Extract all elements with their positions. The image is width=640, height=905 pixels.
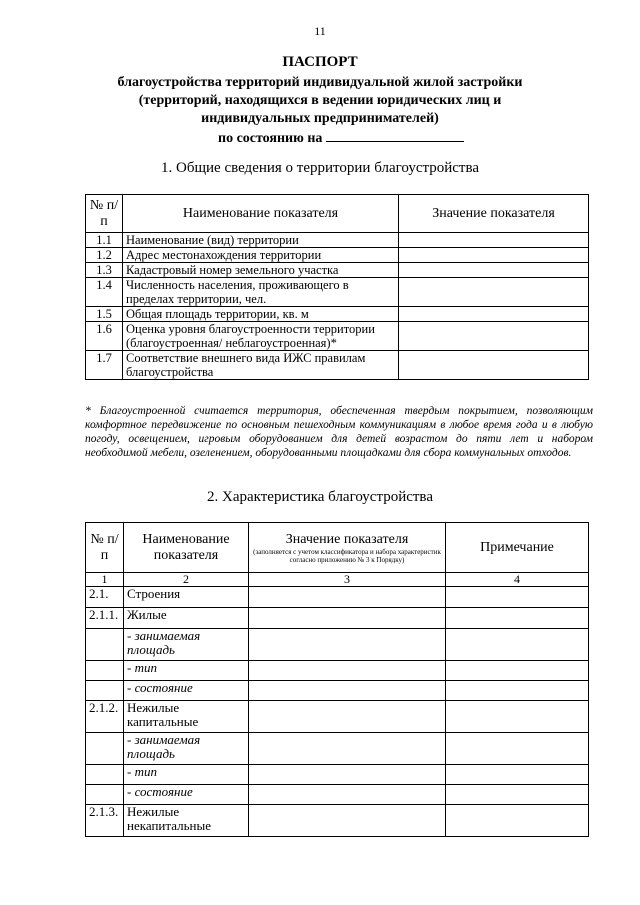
- row-number: 1.7: [86, 351, 123, 380]
- table-row: [86, 278, 589, 307]
- row-indicator-value[interactable]: [399, 278, 589, 307]
- row-indicator-value[interactable]: [249, 765, 446, 785]
- document-subtitle: [60, 74, 580, 128]
- column-number: 4: [446, 573, 589, 587]
- row-indicator-name: - состояние: [124, 681, 249, 701]
- table-row: [86, 608, 589, 629]
- row-remark[interactable]: [446, 681, 589, 701]
- header-value: Значение показателя: [399, 195, 589, 233]
- column-number: 3: [249, 573, 446, 587]
- row-indicator-name: Жилые: [124, 608, 249, 629]
- row-remark[interactable]: [446, 785, 589, 805]
- row-number: [86, 661, 124, 681]
- row-indicator-value[interactable]: [399, 263, 589, 278]
- table-row: [86, 805, 589, 837]
- row-indicator-name: Наименование (вид) территории: [123, 233, 399, 248]
- row-indicator-name: - тип: [124, 765, 249, 785]
- row-number: [86, 629, 124, 661]
- row-number: 2.1.2.: [86, 701, 124, 733]
- state-date-label: по состоянию на: [218, 131, 323, 146]
- row-number: [86, 733, 124, 765]
- page-number: 11: [314, 24, 326, 38]
- row-remark[interactable]: [446, 608, 589, 629]
- row-number: 1.3: [86, 263, 123, 278]
- row-number: [86, 785, 124, 805]
- row-remark[interactable]: [446, 661, 589, 681]
- row-number: 2.1.: [86, 587, 124, 608]
- row-number: 1.1: [86, 233, 123, 248]
- row-indicator-value[interactable]: [249, 661, 446, 681]
- header-value-label: Значение показателя: [285, 531, 409, 547]
- row-indicator-name: Адрес местонахождения территории: [123, 248, 399, 263]
- table-row: [86, 681, 589, 701]
- row-number: [86, 765, 124, 785]
- table-row: [86, 733, 589, 765]
- subtitle-line: индивидуальных предпринимателей): [201, 111, 439, 126]
- row-indicator-value[interactable]: [249, 701, 446, 733]
- header-remark: Примечание: [446, 523, 589, 573]
- table-row: [86, 785, 589, 805]
- table-row: [86, 248, 589, 263]
- row-indicator-name: Численность населения, проживающего в пределах территории, чел.: [123, 278, 399, 307]
- header-num: № п/п: [86, 523, 124, 573]
- table-row: [86, 587, 589, 608]
- row-number: 1.2: [86, 248, 123, 263]
- row-remark[interactable]: [446, 805, 589, 837]
- row-indicator-value[interactable]: [399, 248, 589, 263]
- row-indicator-value[interactable]: [399, 351, 589, 380]
- row-indicator-name: - занимаемая площадь: [124, 629, 249, 661]
- column-number: 2: [124, 573, 249, 587]
- state-date-line: [218, 128, 464, 147]
- row-indicator-name: - занимаемая площадь: [124, 733, 249, 765]
- section-1-heading: 1. Общие сведения о территории благоустройства: [161, 160, 479, 176]
- row-remark[interactable]: [446, 701, 589, 733]
- table-row: [86, 765, 589, 785]
- header-num: № п/п: [86, 195, 123, 233]
- row-indicator-value[interactable]: [399, 233, 589, 248]
- table-row: [86, 351, 589, 380]
- subtitle-line: благоустройства территорий индивидуальной жилой застройки: [117, 75, 523, 90]
- table-row: [86, 307, 589, 322]
- table-row: [86, 629, 589, 661]
- header-name: Наименование показателя: [123, 195, 399, 233]
- footnote: * Благоустроенной считается территория, обеспеченная твердым покрытием, позволяющим комфортное передвижение по основным пешеходным коммуникациям в любое время года и в любую погоду, освещением, игровым оборудованием для детей возрастом до пяти лет и набором необходимой мебели, озеленением, оборудованными площадками для сбора коммунальных отходов.: [85, 405, 593, 459]
- row-number: 1.6: [86, 322, 123, 351]
- row-indicator-value[interactable]: [249, 681, 446, 701]
- row-remark[interactable]: [446, 733, 589, 765]
- row-number: 2.1.3.: [86, 805, 124, 837]
- row-indicator-name: Соответствие внешнего вида ИЖС правилам благоустройства: [123, 351, 399, 380]
- row-indicator-name: Нежилые некапитальные: [124, 805, 249, 837]
- table-row: [86, 263, 589, 278]
- row-indicator-name: Строения: [124, 587, 249, 608]
- row-indicator-name: Оценка уровня благоустроенности территории (благоустроенная/ неблагоустроенная)*: [123, 322, 399, 351]
- header-value-note: (заполняется с учетом классификатора и набора характеристик согласно приложению № 3 к Порядку): [253, 547, 441, 564]
- row-remark[interactable]: [446, 587, 589, 608]
- row-indicator-name: Общая площадь территории, кв. м: [123, 307, 399, 322]
- row-number: [86, 681, 124, 701]
- row-indicator-value[interactable]: [399, 322, 589, 351]
- section-2-heading: 2. Характеристика благоустройства: [207, 489, 433, 505]
- header-value: [249, 523, 446, 573]
- row-indicator-value[interactable]: [249, 733, 446, 765]
- state-date-blank[interactable]: [326, 128, 464, 142]
- row-indicator-name: - тип: [124, 661, 249, 681]
- row-remark[interactable]: [446, 629, 589, 661]
- subtitle-line: (территорий, находящихся в ведении юридических лиц и: [138, 93, 502, 108]
- document-title: ПАСПОРТ: [282, 54, 358, 70]
- table-row: [86, 233, 589, 248]
- row-number: 2.1.1.: [86, 608, 124, 629]
- row-number: 1.5: [86, 307, 123, 322]
- general-info-table: [85, 194, 589, 380]
- row-indicator-value[interactable]: [249, 629, 446, 661]
- table-row: [86, 661, 589, 681]
- row-indicator-value[interactable]: [249, 805, 446, 837]
- row-indicator-name: Нежилые капитальные: [124, 701, 249, 733]
- table-row: [86, 322, 589, 351]
- row-indicator-value[interactable]: [249, 608, 446, 629]
- row-indicator-value[interactable]: [399, 307, 589, 322]
- row-remark[interactable]: [446, 765, 589, 785]
- table-row: [86, 701, 589, 733]
- row-indicator-value[interactable]: [249, 785, 446, 805]
- column-number: 1: [86, 573, 124, 587]
- header-name: Наименование показателя: [124, 523, 249, 573]
- row-indicator-name: Кадастровый номер земельного участка: [123, 263, 399, 278]
- row-indicator-name: - состояние: [124, 785, 249, 805]
- characteristics-table: [85, 522, 589, 837]
- row-indicator-value[interactable]: [249, 587, 446, 608]
- row-number: 1.4: [86, 278, 123, 307]
